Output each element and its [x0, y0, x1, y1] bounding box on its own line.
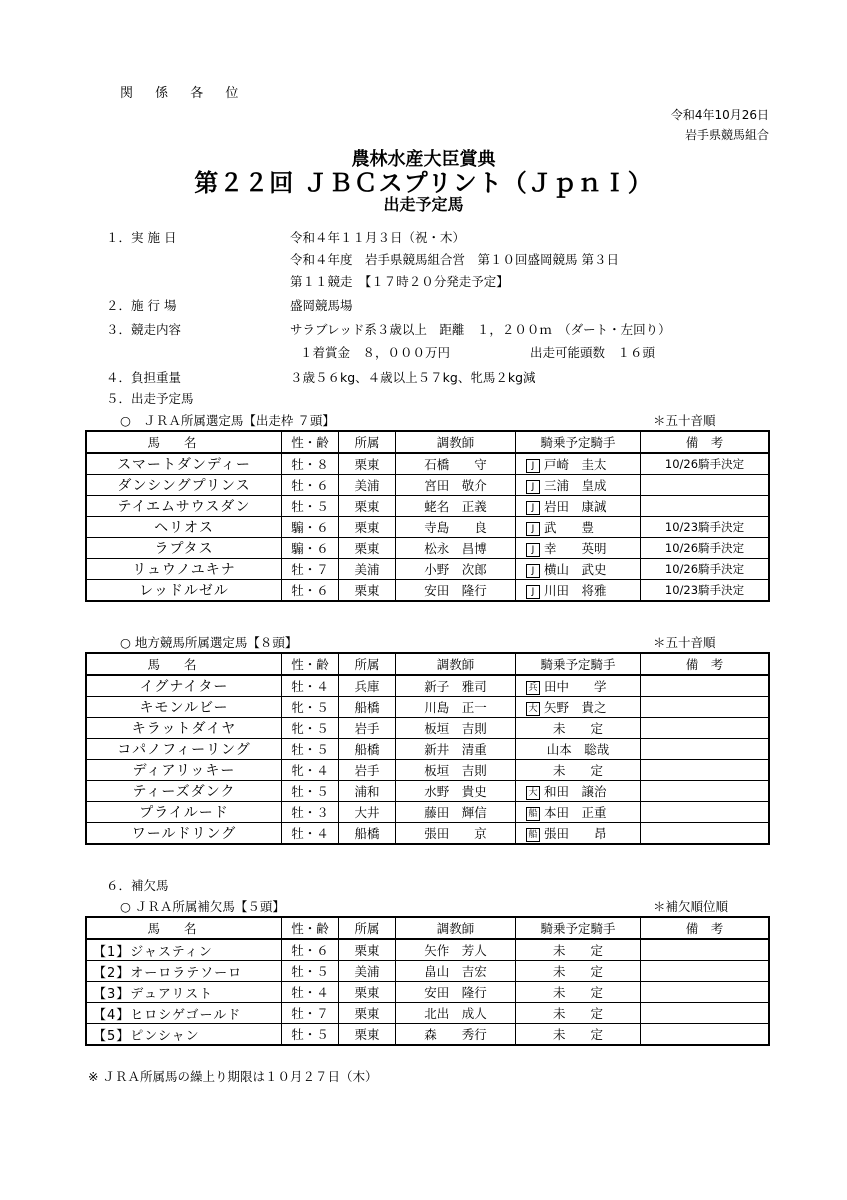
horse-name: 【1】ジャスティン	[86, 939, 282, 961]
jockey-name: 幸 英明	[544, 541, 607, 556]
affiliation: 栗東	[339, 1024, 396, 1046]
affiliation-mark-icon: J	[526, 585, 540, 599]
affiliation: 栗東	[339, 1003, 396, 1024]
jockey	[516, 453, 641, 475]
trainer: 板垣 吉則	[396, 718, 516, 739]
horse-name: ディアリッキー	[86, 760, 282, 781]
affiliation: 岩手	[339, 718, 396, 739]
remarks	[641, 802, 770, 823]
section-weight-value: ３歳５６kg、４歳以上５７kg、牝馬２kg減	[290, 370, 536, 385]
section-prize: １着賞金 ８，０００万円	[300, 345, 451, 360]
jockey	[516, 517, 641, 538]
issue-date: 令和4年10月26日	[670, 108, 769, 122]
table-row	[86, 517, 769, 538]
col-remarks: 備 考	[641, 653, 770, 675]
jockey	[516, 1024, 641, 1046]
local-order-note: ＊五十音順	[653, 635, 716, 650]
horse-name: ティーズダンク	[86, 781, 282, 802]
table-row	[86, 781, 769, 802]
sex-age: 牡・４	[282, 823, 339, 845]
horse-name: ラプタス	[86, 538, 282, 559]
jra-table	[85, 430, 770, 602]
trainer: 張田 京	[396, 823, 516, 845]
section-date-label: １．実 施 日	[106, 230, 177, 245]
col-affiliation: 所属	[339, 653, 396, 675]
jockey	[516, 982, 641, 1003]
horse-name: レッドルゼル	[86, 580, 282, 602]
jockey-name: 田中 学	[544, 679, 607, 694]
affiliation-mark-icon: 船	[526, 807, 540, 821]
section-weight-label: ４．負担重量	[106, 370, 182, 385]
trainer: 畠山 吉宏	[396, 961, 516, 982]
table-row	[86, 453, 769, 475]
sex-age: 牡・５	[282, 1024, 339, 1046]
col-trainer: 調教師	[396, 653, 516, 675]
affiliation-mark-icon: 船	[526, 828, 540, 842]
trainer: 安田 隆行	[396, 580, 516, 602]
horse-name: ダンシングプリンス	[86, 475, 282, 496]
reserve-order-note: ＊補欠順位順	[653, 899, 729, 914]
horse-name: 【3】デュアリスト	[86, 982, 282, 1003]
jockey-name: 矢野 貴之	[544, 700, 607, 715]
horse-name: ワールドリング	[86, 823, 282, 845]
jockey-name: 武 豊	[544, 520, 595, 535]
title-race: 第２２回 ＪＢＣスプリント（ＪｐｎＩ）	[194, 168, 653, 197]
affiliation-mark-icon: 大	[526, 702, 540, 716]
sex-age: 牝・４	[282, 760, 339, 781]
horse-name: プライルード	[86, 802, 282, 823]
remarks: 10/23騎手決定	[641, 580, 770, 602]
trainer: 北出 成人	[396, 1003, 516, 1024]
trainer: 安田 隆行	[396, 982, 516, 1003]
jockey-name: 未 定	[552, 985, 603, 1000]
table-row	[86, 496, 769, 517]
sex-age: 牡・７	[282, 1003, 339, 1024]
section-reserve-label: ６．補欠馬	[106, 878, 169, 893]
col-remarks: 備 考	[641, 917, 770, 939]
jockey	[516, 961, 641, 982]
affiliation: 栗東	[339, 939, 396, 961]
sex-age: 牡・６	[282, 475, 339, 496]
table-row	[86, 739, 769, 760]
col-affiliation: 所属	[339, 917, 396, 939]
jockey-name: 未 定	[552, 964, 603, 979]
sex-age: 牝・５	[282, 697, 339, 718]
horse-name: 【4】ヒロシゲゴールド	[86, 1003, 282, 1024]
trainer: 水野 貴史	[396, 781, 516, 802]
horse-name: ヘリオス	[86, 517, 282, 538]
table-row	[86, 538, 769, 559]
jockey-name: 山本 聡哉	[546, 742, 610, 757]
reserve-table	[85, 916, 770, 1046]
jockey	[516, 823, 641, 845]
jockey-name: 未 定	[552, 1006, 603, 1021]
section-max-runners: 出走可能頭数 １６頭	[530, 345, 656, 360]
jockey-name: 未 定	[552, 763, 603, 778]
local-table	[85, 652, 770, 845]
affiliation: 兵庫	[339, 675, 396, 697]
sex-age: 牡・５	[282, 781, 339, 802]
horse-name: スマートダンディー	[86, 453, 282, 475]
remarks	[641, 1003, 770, 1024]
jockey	[516, 718, 641, 739]
horse-name: イグナイター	[86, 675, 282, 697]
trainer: 寺島 良	[396, 517, 516, 538]
remarks	[641, 939, 770, 961]
table-header-row	[86, 653, 769, 675]
trainer: 蛯名 正義	[396, 496, 516, 517]
remarks	[641, 823, 770, 845]
col-remarks: 備 考	[641, 431, 770, 453]
affiliation: 岩手	[339, 760, 396, 781]
jockey	[516, 802, 641, 823]
horse-name: キラットダイヤ	[86, 718, 282, 739]
affiliation: 船橋	[339, 823, 396, 845]
trainer: 石橋 守	[396, 453, 516, 475]
jockey-name: 戸崎 圭太	[544, 457, 607, 472]
sex-age: 牡・４	[282, 982, 339, 1003]
affiliation-mark-icon: 大	[526, 786, 540, 800]
section-venue-label: ２．施 行 場	[106, 298, 177, 313]
table-row	[86, 559, 769, 580]
remarks	[641, 739, 770, 760]
remarks: 10/23騎手決定	[641, 517, 770, 538]
horse-name: リュウノユキナ	[86, 559, 282, 580]
jockey	[516, 675, 641, 697]
sex-age: 牡・６	[282, 939, 339, 961]
section-date-value: 令和４年１１月３日（祝・木）	[290, 230, 466, 245]
affiliation: 栗東	[339, 496, 396, 517]
sex-age: 牡・８	[282, 453, 339, 475]
col-jockey: 騎乗予定騎手	[516, 431, 641, 453]
sex-age: 牡・５	[282, 961, 339, 982]
affiliation-mark-icon: 兵	[526, 681, 540, 695]
col-name: 馬名	[86, 653, 282, 675]
sex-age: 牡・４	[282, 675, 339, 697]
jockey-name: 未 定	[552, 943, 603, 958]
affiliation: 栗東	[339, 580, 396, 602]
table-row	[86, 961, 769, 982]
remarks: 10/26騎手決定	[641, 559, 770, 580]
affiliation-mark-icon: J	[526, 459, 540, 473]
section-venue-value: 盛岡競馬場	[290, 298, 353, 313]
sex-age: 牡・７	[282, 559, 339, 580]
section-entries-label: ５．出走予定馬	[106, 391, 194, 406]
remarks	[641, 697, 770, 718]
affiliation: 栗東	[339, 982, 396, 1003]
section-conditions-value: サラブレッド系３歳以上 距離 １，２００ｍ （ダート・左回り）	[290, 322, 671, 337]
trainer: 松永 昌博	[396, 538, 516, 559]
table-row	[86, 1024, 769, 1046]
jockey	[516, 1003, 641, 1024]
jockey-name: 和田 譲治	[544, 784, 607, 799]
issuer-org: 岩手県競馬組合	[684, 128, 769, 142]
trainer: 藤田 輝信	[396, 802, 516, 823]
jockey-name: 未 定	[552, 721, 603, 736]
affiliation: 栗東	[339, 538, 396, 559]
trainer: 新井 清重	[396, 739, 516, 760]
horse-name: テイエムサウスダン	[86, 496, 282, 517]
trainer: 小野 次郎	[396, 559, 516, 580]
remarks	[641, 496, 770, 517]
remarks	[641, 982, 770, 1003]
sex-age: 騸・６	[282, 517, 339, 538]
table-row	[86, 802, 769, 823]
sex-age: 騸・６	[282, 538, 339, 559]
table-header-row	[86, 431, 769, 453]
table-row	[86, 760, 769, 781]
jockey	[516, 939, 641, 961]
col-name: 馬名	[86, 917, 282, 939]
affiliation-mark-icon: J	[526, 543, 540, 557]
affiliation-mark-icon: J	[526, 501, 540, 515]
table-row	[86, 675, 769, 697]
title-subtitle: 出走予定馬	[383, 195, 464, 214]
sex-age: 牡・５	[282, 739, 339, 760]
horse-name: キモンルビー	[86, 697, 282, 718]
col-jockey: 騎乗予定騎手	[516, 917, 641, 939]
col-sex-age: 性・齢	[282, 431, 339, 453]
jockey-name: 三浦 皇成	[544, 478, 607, 493]
table-row	[86, 580, 769, 602]
jockey-name: 横山 武史	[544, 562, 607, 577]
table-row	[86, 982, 769, 1003]
section-conditions-label: ３．競走内容	[106, 322, 182, 337]
remarks	[641, 760, 770, 781]
affiliation: 美浦	[339, 559, 396, 580]
table-row	[86, 939, 769, 961]
col-sex-age: 性・齢	[282, 653, 339, 675]
jra-heading: ○ ＪＲＡ所属選定馬【出走枠 ７頭】	[120, 413, 335, 428]
remarks	[641, 1024, 770, 1046]
jockey-name: 張田 昂	[544, 826, 607, 841]
remarks: 10/26騎手決定	[641, 538, 770, 559]
addressee: 関 係 各 位	[120, 86, 248, 101]
trainer: 川島 正一	[396, 697, 516, 718]
table-row	[86, 823, 769, 845]
sex-age: 牝・５	[282, 718, 339, 739]
jockey-name: 未 定	[552, 1027, 603, 1042]
jockey	[516, 580, 641, 602]
horse-name: 【2】オーロラテソーロ	[86, 961, 282, 982]
affiliation-mark-icon: J	[526, 480, 540, 494]
horse-name: 【5】ピンシャン	[86, 1024, 282, 1046]
trainer: 森 秀行	[396, 1024, 516, 1046]
affiliation-mark-icon: J	[526, 522, 540, 536]
sex-age: 牡・３	[282, 802, 339, 823]
footer-note: ※ ＪＲＡ所属馬の繰上り期限は１０月２７日（木）	[88, 1069, 378, 1084]
col-trainer: 調教師	[396, 917, 516, 939]
jockey-name: 本田 正重	[544, 805, 607, 820]
local-heading: ○ 地方競馬所属選定馬【８頭】	[120, 635, 298, 650]
col-trainer: 調教師	[396, 431, 516, 453]
affiliation: 美浦	[339, 475, 396, 496]
title-award: 農林水産大臣賞典	[351, 149, 496, 170]
jockey-name: 岩田 康誠	[544, 499, 607, 514]
affiliation: 船橋	[339, 739, 396, 760]
affiliation-mark-icon: J	[526, 564, 540, 578]
jockey	[516, 760, 641, 781]
affiliation: 船橋	[339, 697, 396, 718]
table-header-row	[86, 917, 769, 939]
jockey	[516, 496, 641, 517]
trainer: 新子 雅司	[396, 675, 516, 697]
col-affiliation: 所属	[339, 431, 396, 453]
trainer: 矢作 芳人	[396, 939, 516, 961]
affiliation: 栗東	[339, 453, 396, 475]
table-row	[86, 718, 769, 739]
jockey	[516, 739, 641, 760]
trainer: 宮田 敬介	[396, 475, 516, 496]
jra-order-note: ＊五十音順	[653, 413, 716, 428]
sex-age: 牡・６	[282, 580, 339, 602]
remarks	[641, 781, 770, 802]
horse-name: コパノフィーリング	[86, 739, 282, 760]
remarks	[641, 475, 770, 496]
affiliation: 美浦	[339, 961, 396, 982]
table-row	[86, 475, 769, 496]
col-sex-age: 性・齢	[282, 917, 339, 939]
jockey	[516, 781, 641, 802]
remarks: 10/26騎手決定	[641, 453, 770, 475]
reserve-heading: ○ ＪＲＡ所属補欠馬【５頭】	[120, 899, 285, 914]
col-jockey: 騎乗予定騎手	[516, 653, 641, 675]
affiliation: 大井	[339, 802, 396, 823]
section-date-race: 第１１競走 【１７時２０分発走予定】	[290, 274, 509, 289]
jockey	[516, 538, 641, 559]
remarks	[641, 718, 770, 739]
section-date-meeting: 令和４年度 岩手県競馬組合営 第１０回盛岡競馬 第３日	[290, 252, 619, 267]
table-row	[86, 697, 769, 718]
affiliation: 浦和	[339, 781, 396, 802]
sex-age: 牡・５	[282, 496, 339, 517]
jockey	[516, 475, 641, 496]
jockey-name: 川田 将雅	[544, 583, 607, 598]
jockey	[516, 697, 641, 718]
affiliation: 栗東	[339, 517, 396, 538]
col-name: 馬名	[86, 431, 282, 453]
table-row	[86, 1003, 769, 1024]
jockey	[516, 559, 641, 580]
remarks	[641, 961, 770, 982]
trainer: 板垣 吉則	[396, 760, 516, 781]
remarks	[641, 675, 770, 697]
